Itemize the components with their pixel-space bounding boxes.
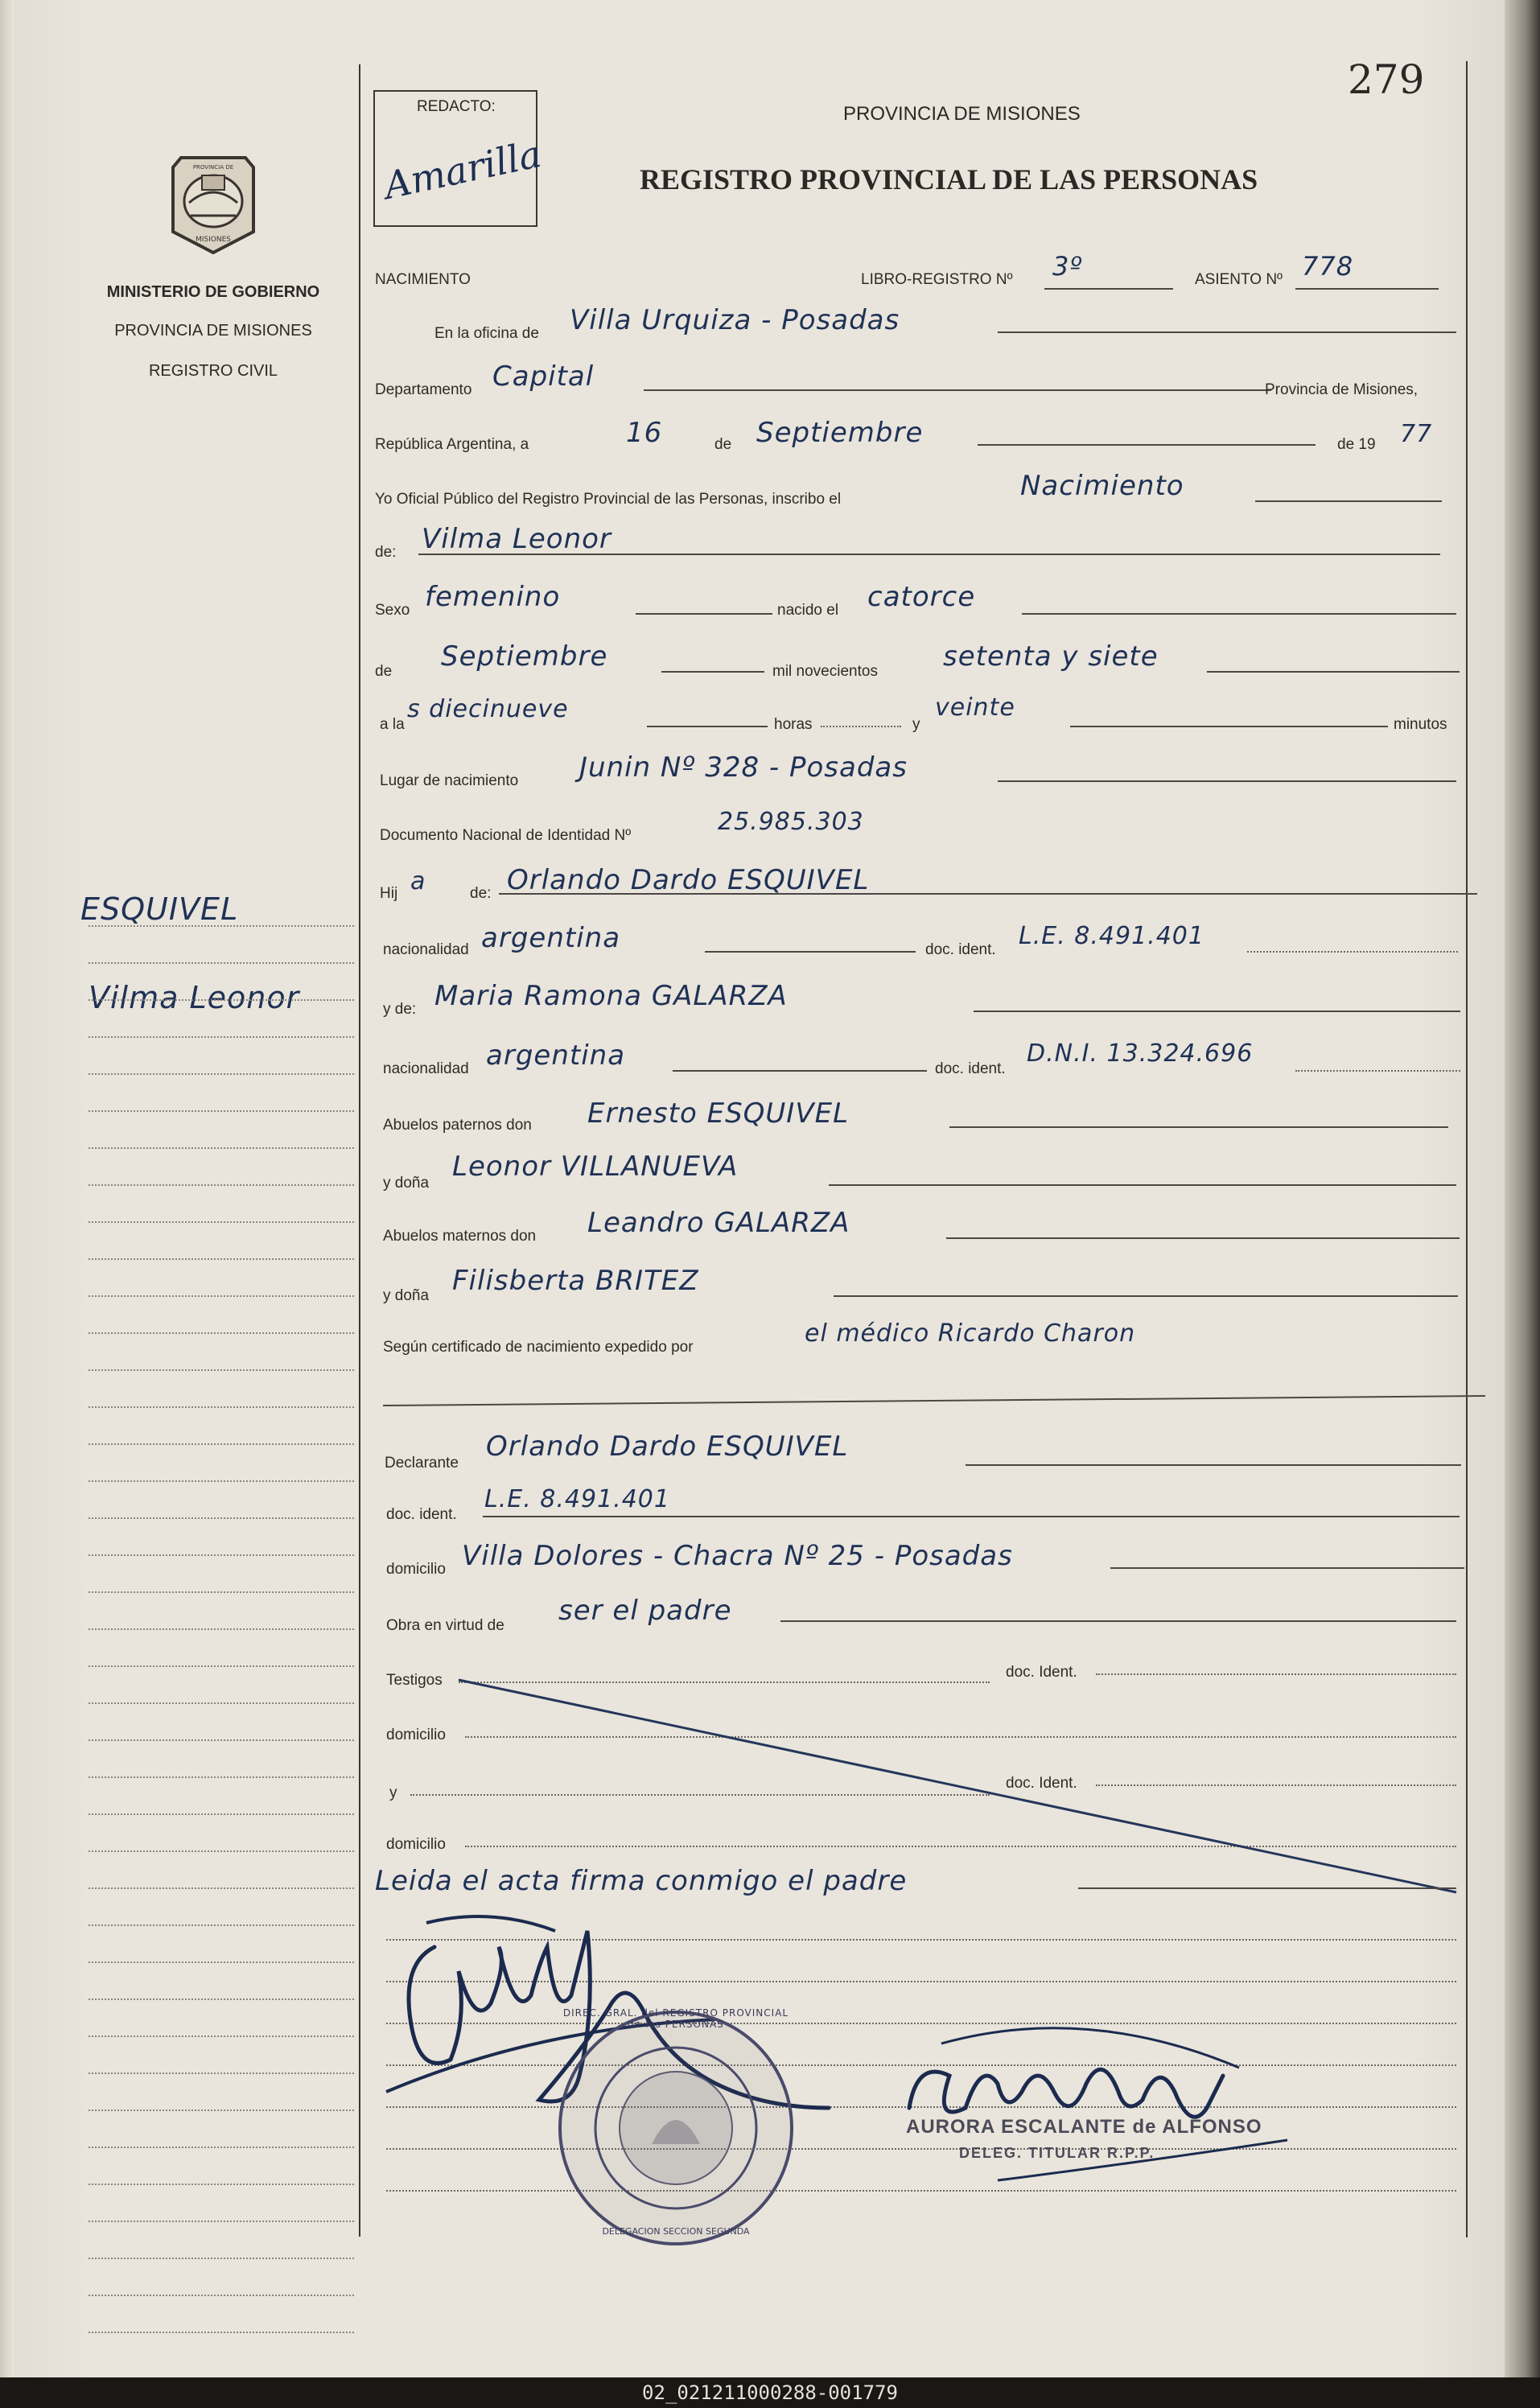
libro-value: 3º	[1052, 251, 1083, 282]
header-registry: REGISTRO PROVINCIAL DE LAS PERSONAS	[640, 163, 1258, 196]
inscribo-value: Nacimiento	[1020, 470, 1184, 502]
testigos-label: Testigos	[386, 1672, 443, 1689]
margin-line	[89, 1369, 354, 1371]
record-type-label: NACIMIENTO	[375, 271, 471, 288]
de-year-label: de 19	[1337, 436, 1376, 453]
sexo-label: Sexo	[375, 602, 410, 619]
margin-line	[89, 1739, 354, 1741]
de-person-label: de:	[375, 544, 397, 561]
margin-line	[89, 1924, 354, 1926]
certificado-value: el médico Ricardo Charon	[805, 1319, 1136, 1348]
madre-value: Maria Ramona GALARZA	[434, 980, 788, 1012]
doc1-value: L.E. 8.491.401	[1019, 922, 1204, 950]
nac1-line	[705, 951, 916, 953]
margin-line	[89, 1332, 354, 1334]
svg-text:PROVINCIA DE: PROVINCIA DE	[192, 164, 234, 171]
margin-line	[89, 1110, 354, 1112]
margin-line	[89, 1406, 354, 1408]
oficina-line	[998, 331, 1456, 333]
person-value: Vilma Leonor	[422, 523, 611, 555]
certificado-line	[383, 1395, 1485, 1406]
departamento-label: Departamento	[375, 381, 472, 398]
doc1-line	[1247, 951, 1458, 953]
margin-line	[89, 2147, 354, 2148]
departamento-value: Capital	[492, 360, 595, 393]
margin-line	[89, 1147, 354, 1149]
domicilio3-label: domicilio	[386, 1836, 446, 1853]
header-province: PROVINCIA DE MISIONES	[843, 103, 1081, 125]
margin-line	[89, 1221, 354, 1223]
hijo-suffix: a	[410, 867, 426, 895]
padre-value: Orlando Dardo ESQUIVEL	[507, 864, 870, 896]
margin-line	[89, 2258, 354, 2259]
year-words-value: setenta y siete	[943, 640, 1159, 673]
margin-line	[89, 1036, 354, 1038]
y-de-label: y de:	[383, 1001, 417, 1018]
nac1-label: nacionalidad	[383, 941, 469, 958]
doc2-line	[1295, 1070, 1460, 1072]
domicilio-value: Villa Dolores - Chacra Nº 25 - Posadas	[462, 1540, 1013, 1572]
dona2-value: Filisberta BRITEZ	[452, 1265, 699, 1297]
margin-line	[89, 1850, 354, 1852]
margin-line	[89, 1517, 354, 1519]
month2-line	[661, 671, 764, 673]
provincia-suffix: Provincia de Misiones,	[1265, 381, 1419, 398]
doc3-label: doc. ident.	[386, 1506, 457, 1523]
doc1-label: doc. ident.	[925, 941, 996, 958]
nac2-value: argentina	[486, 1039, 626, 1072]
ministry-civil: REGISTRO CIVIL	[148, 362, 278, 380]
asiento-value: 778	[1302, 251, 1354, 282]
dona2-label: y doña	[383, 1287, 430, 1304]
margin-line	[89, 1480, 354, 1482]
closing-text: Leida el acta firma conmigo el padre	[375, 1865, 908, 1897]
declarante-label: Declarante	[385, 1455, 459, 1472]
doc4-label: doc. Ident.	[1006, 1664, 1077, 1681]
a-las-label: a la	[380, 716, 405, 733]
margin-line	[89, 1665, 354, 1667]
ab-pat-label: Abuelos paternos don	[383, 1117, 532, 1134]
stamp-ring-icon	[555, 2007, 797, 2249]
nac2-line	[673, 1070, 927, 1072]
dona1-label: y doña	[383, 1175, 430, 1192]
oficina-value: Villa Urquiza - Posadas	[570, 304, 900, 336]
margin-line	[89, 1961, 354, 1963]
day-value: 16	[626, 417, 663, 449]
domicilio-line	[1110, 1567, 1464, 1569]
dona1-line	[829, 1184, 1456, 1186]
margin-line	[89, 1295, 354, 1297]
official-title: DELEG. TITULAR R.P.P.	[959, 2145, 1155, 2161]
madre-line	[974, 1011, 1460, 1012]
margin-line	[89, 1443, 354, 1445]
hora-value: s diecinueve	[407, 695, 569, 723]
republica-label: República Argentina, a	[375, 436, 529, 453]
de2-label: de	[375, 663, 393, 680]
doc2-label: doc. ident.	[935, 1060, 1006, 1077]
page-number: 279	[1348, 56, 1425, 103]
certificado-label: Según certificado de nacimiento expedido por	[383, 1339, 694, 1356]
minutos-line	[1070, 726, 1388, 727]
year-words-line	[1207, 671, 1460, 673]
official-name: AURORA ESCALANTE de ALFONSO	[906, 2116, 1262, 2138]
inscribo-line	[1255, 500, 1442, 502]
y-label: y	[912, 716, 920, 733]
svg-text:MISIONES: MISIONES	[195, 236, 232, 244]
horas-dots	[821, 726, 901, 727]
redacto-signature: Amarilla	[380, 132, 546, 208]
minutos-label: minutos	[1394, 716, 1447, 733]
ministry-title: MINISTERIO DE GOBIERNO	[106, 283, 320, 301]
binding-edge	[0, 0, 14, 2377]
dona1-value: Leonor VILLANUEVA	[452, 1150, 739, 1183]
ab-mat-label: Abuelos maternos don	[383, 1228, 537, 1245]
oficial-text: Yo Oficial Público del Registro Provincial de las Personas, inscribo el	[375, 491, 842, 508]
hora-line	[647, 726, 768, 727]
official-signature	[885, 2011, 1303, 2188]
nacido-label: nacido el	[777, 602, 839, 619]
departamento-line	[644, 389, 1271, 391]
dni-label: Documento Nacional de Identidad Nº	[380, 827, 632, 844]
lugar-value: Junin Nº 328 - Posadas	[579, 751, 908, 784]
margin-line	[89, 1628, 354, 1630]
month2-value: Septiembre	[441, 640, 608, 673]
declarante-value: Orlando Dardo ESQUIVEL	[486, 1430, 849, 1463]
domicilio-label: domicilio	[386, 1561, 446, 1578]
margin-line	[89, 1258, 354, 1260]
ab-pat-value: Ernesto ESQUIVEL	[587, 1097, 850, 1130]
stamp-text: DIREC. GRAL. del REGISTRO PROVINCIAL de las PERSONAS	[562, 2007, 789, 2030]
redacto-box	[373, 90, 546, 227]
doc3-value: L.E. 8.491.401	[484, 1485, 670, 1513]
closing-line	[1078, 1887, 1456, 1889]
nacido-line	[1022, 613, 1456, 615]
asiento-label: ASIENTO Nº	[1195, 271, 1283, 288]
y2-label: y	[389, 1784, 397, 1801]
margin-line	[89, 1184, 354, 1186]
margin-line	[89, 962, 354, 964]
ab-mat-value: Leandro GALARZA	[587, 1207, 850, 1239]
domicilio2-label: domicilio	[386, 1727, 446, 1743]
nacido-value: catorce	[867, 581, 976, 613]
margin-line	[89, 925, 354, 927]
asiento-line	[1295, 288, 1439, 290]
right-rule	[1466, 61, 1468, 2237]
margin-line	[89, 2221, 354, 2222]
dona2-line	[834, 1295, 1458, 1297]
footer-filename: 02_021211000288-001779	[0, 2377, 1540, 2408]
margin-line	[89, 1591, 354, 1593]
margin-line	[89, 1998, 354, 2000]
nac2-label: nacionalidad	[383, 1060, 469, 1077]
registry-stamp	[555, 2007, 797, 2249]
redacto-label: REDACTO:	[414, 98, 499, 116]
hijo-de-label: de:	[470, 885, 492, 902]
date-line	[978, 444, 1316, 446]
margin-rule	[359, 64, 360, 2237]
oficina-label: En la oficina de	[434, 325, 539, 342]
margin-line	[89, 1554, 354, 1556]
stamp-inner-text: DELEGACION SECCION SEGUNDA	[602, 2226, 750, 2237]
doc5-label: doc. Ident.	[1006, 1775, 1077, 1792]
margin-line	[89, 999, 354, 1001]
obra-value: ser el padre	[558, 1595, 732, 1627]
minutos-value: veinte	[935, 694, 1015, 722]
nac1-value: argentina	[481, 922, 621, 954]
doc2-value: D.N.I. 13.324.696	[1027, 1039, 1254, 1068]
margin-line	[89, 1887, 354, 1889]
dni-value: 25.985.303	[718, 808, 864, 836]
margin-line	[89, 2073, 354, 2074]
margin-line	[89, 1073, 354, 1075]
person-line	[418, 554, 1440, 555]
sexo-value: femenino	[425, 581, 561, 613]
doc3-line	[483, 1516, 1460, 1517]
margin-line	[89, 1813, 354, 1815]
margin-line	[89, 2295, 354, 2296]
mil-label: mil novecientos	[772, 663, 878, 680]
libro-line	[1044, 288, 1173, 290]
ab-pat-line	[949, 1126, 1448, 1128]
margin-line	[89, 2184, 354, 2185]
page-stack-edge	[1505, 0, 1540, 2377]
margin-line	[89, 2332, 354, 2333]
hijo-label: Hij	[380, 885, 398, 902]
ruled-line	[386, 2190, 1456, 2192]
ministry-province: PROVINCIA DE MISIONES	[114, 322, 312, 340]
margin-given-names: Vilma Leonor	[89, 980, 300, 1015]
declarante-line	[966, 1464, 1461, 1466]
ab-mat-line	[946, 1237, 1460, 1239]
sexo-line	[636, 613, 772, 615]
lugar-label: Lugar de nacimiento	[380, 772, 519, 789]
margin-line	[89, 1702, 354, 1704]
obra-label: Obra en virtud de	[386, 1617, 504, 1634]
margin-line	[89, 1776, 354, 1778]
padre-line	[499, 893, 1477, 895]
margin-surname: ESQUIVEL	[80, 891, 239, 927]
month-value: Septiembre	[756, 417, 924, 449]
lugar-line	[998, 780, 1456, 782]
year-value: 77	[1400, 420, 1433, 448]
margin-line	[89, 2035, 354, 2037]
libro-label: LIBRO-REGISTRO Nº	[861, 271, 1013, 288]
margin-line	[89, 2110, 354, 2111]
de-label: de	[714, 436, 732, 453]
province-seal-icon	[157, 151, 270, 256]
obra-line	[780, 1620, 1456, 1622]
horas-label: horas	[774, 716, 813, 733]
